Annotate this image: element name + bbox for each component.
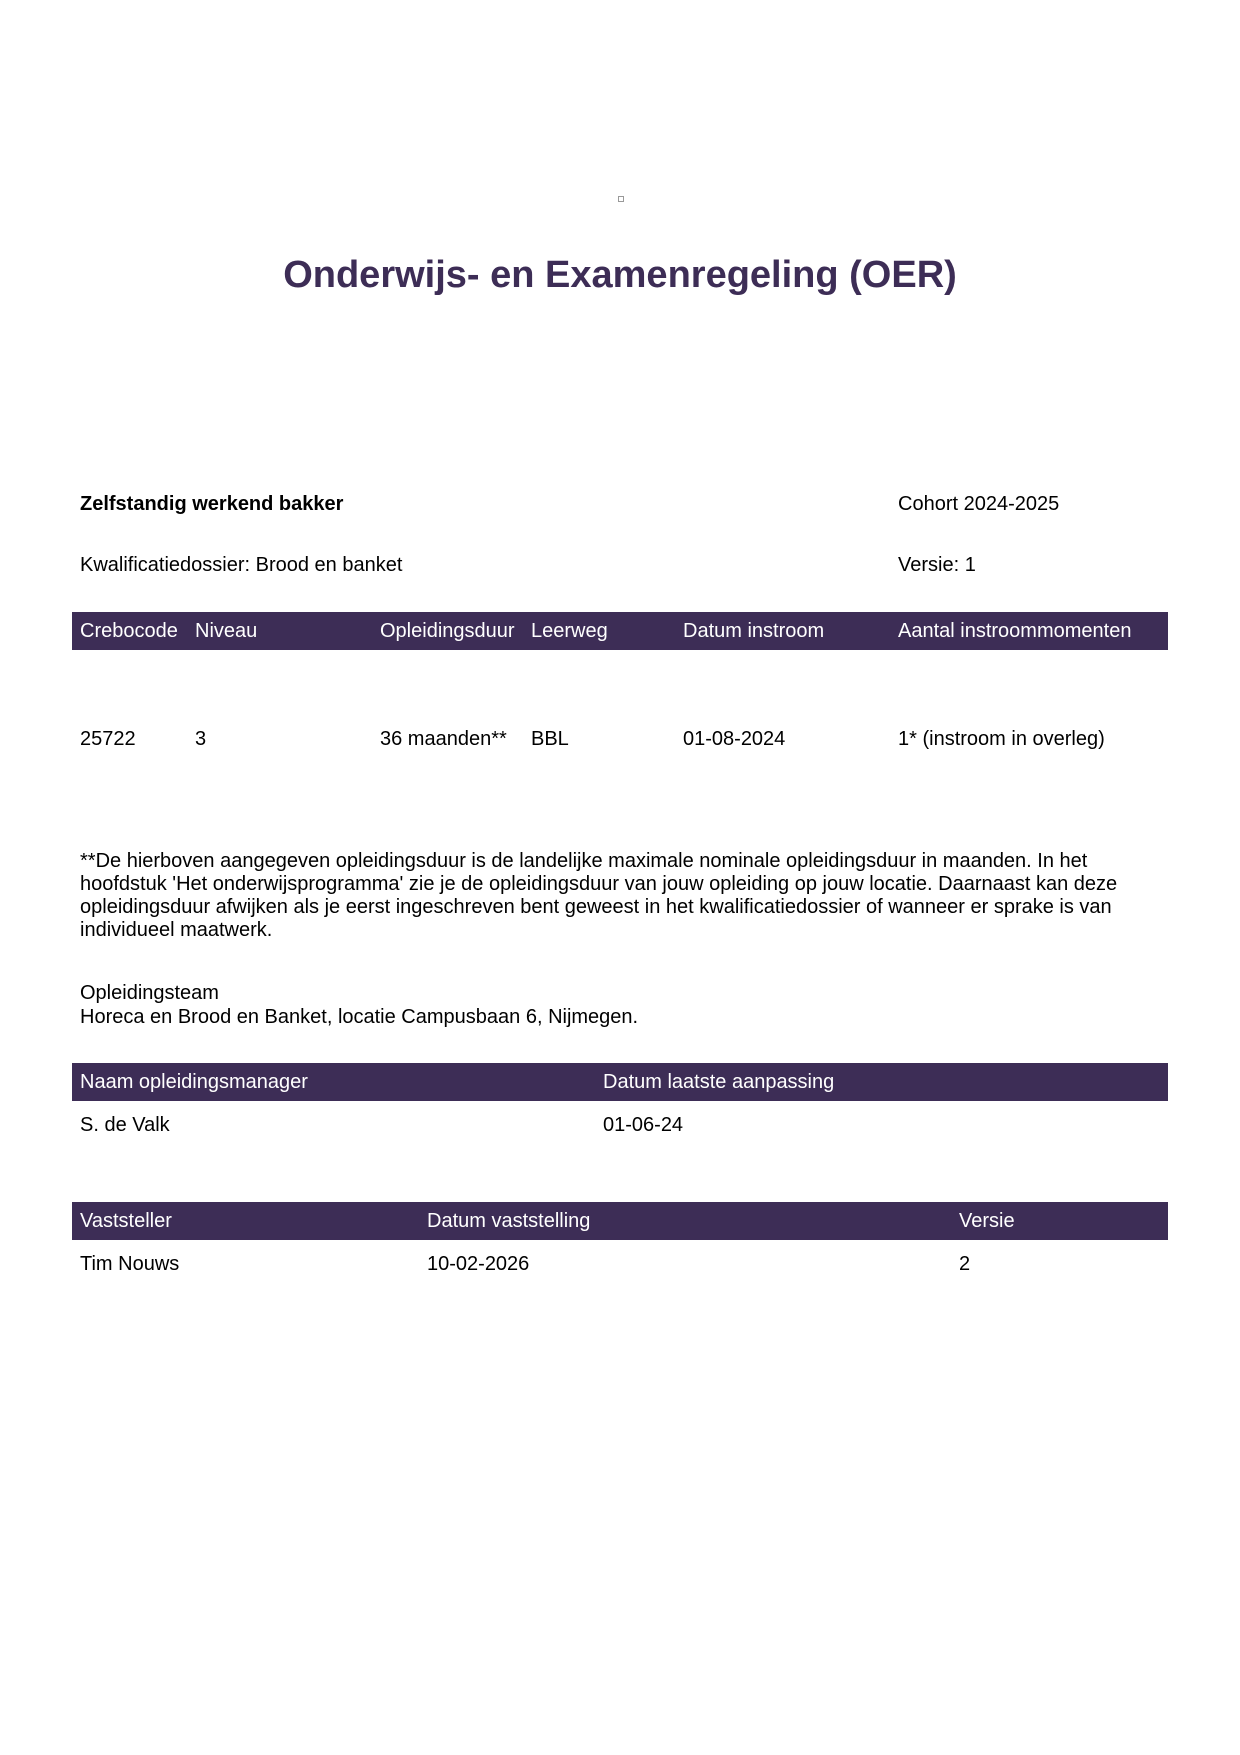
header-datum-laatste-aanpassing: Datum laatste aanpassing bbox=[603, 1071, 835, 1093]
cell-datum-vaststelling: 10-02-2026 bbox=[427, 1253, 530, 1275]
cell-manager-name: S. de Valk bbox=[80, 1114, 170, 1136]
header-aantal-instroommomenten: Aantal instroommomenten bbox=[898, 620, 1132, 642]
header-opleidingsduur: Opleidingsduur bbox=[380, 620, 515, 642]
cell-aantal-instroommomenten: 1* (instroom in overleg) bbox=[898, 728, 1105, 750]
version-label: Versie: 1 bbox=[898, 554, 976, 576]
header-datum-vaststelling: Datum vaststelling bbox=[427, 1210, 591, 1232]
approval-table-header bbox=[72, 1202, 1168, 1240]
cohort: Cohort 2024-2025 bbox=[898, 493, 1060, 515]
cell-last-modified: 01-06-24 bbox=[603, 1114, 684, 1136]
team-value: Horeca en Brood en Banket, locatie Campusbaan 6, Nijmegen. bbox=[80, 1006, 639, 1028]
cell-crebocode: 25722 bbox=[80, 728, 136, 750]
header-niveau: Niveau bbox=[195, 620, 258, 642]
cell-datum-instroom: 01-08-2024 bbox=[683, 728, 786, 750]
header-naam-opleidingsmanager: Naam opleidingsmanager bbox=[80, 1071, 308, 1093]
cell-vaststeller: Tim Nouws bbox=[80, 1253, 180, 1275]
cell-versie: 2 bbox=[959, 1253, 971, 1275]
cell-opleidingsduur: 36 maanden** bbox=[380, 728, 507, 750]
page-title: Onderwijs- en Examenregeling (OER) bbox=[283, 254, 957, 296]
logo-placeholder bbox=[618, 196, 624, 202]
cell-leerweg: BBL bbox=[531, 728, 569, 750]
footnote: **De hierboven aangegeven opleidingsduur is de landelijke maximale nominale opleidingsduur in maanden. In het hoofdstuk 'Het onderwijsprogramma' zie je de opleidingsduur van jouw opleiding op jouw locatie. Daarnaast kan deze opleidingsduur afwijken als je eerst ingeschreven bent geweest in het kwalificatiedossier of wanneer er sprake is van individueel maatwerk. bbox=[80, 850, 1118, 941]
qualification-dossier: Kwalificatiedossier: Brood en banket bbox=[80, 554, 403, 576]
header-leerweg: Leerweg bbox=[531, 620, 608, 642]
program-name: Zelfstandig werkend bakker bbox=[80, 493, 344, 515]
manager-table-header bbox=[72, 1063, 1168, 1101]
team-label: Opleidingsteam bbox=[80, 982, 219, 1004]
program-table-header bbox=[72, 612, 1168, 650]
cell-niveau: 3 bbox=[195, 728, 207, 750]
header-versie: Versie bbox=[959, 1210, 1015, 1232]
header-crebocode: Crebocode bbox=[80, 620, 178, 642]
header-vaststeller: Vaststeller bbox=[80, 1210, 172, 1232]
header-datum-instroom: Datum instroom bbox=[683, 620, 825, 642]
